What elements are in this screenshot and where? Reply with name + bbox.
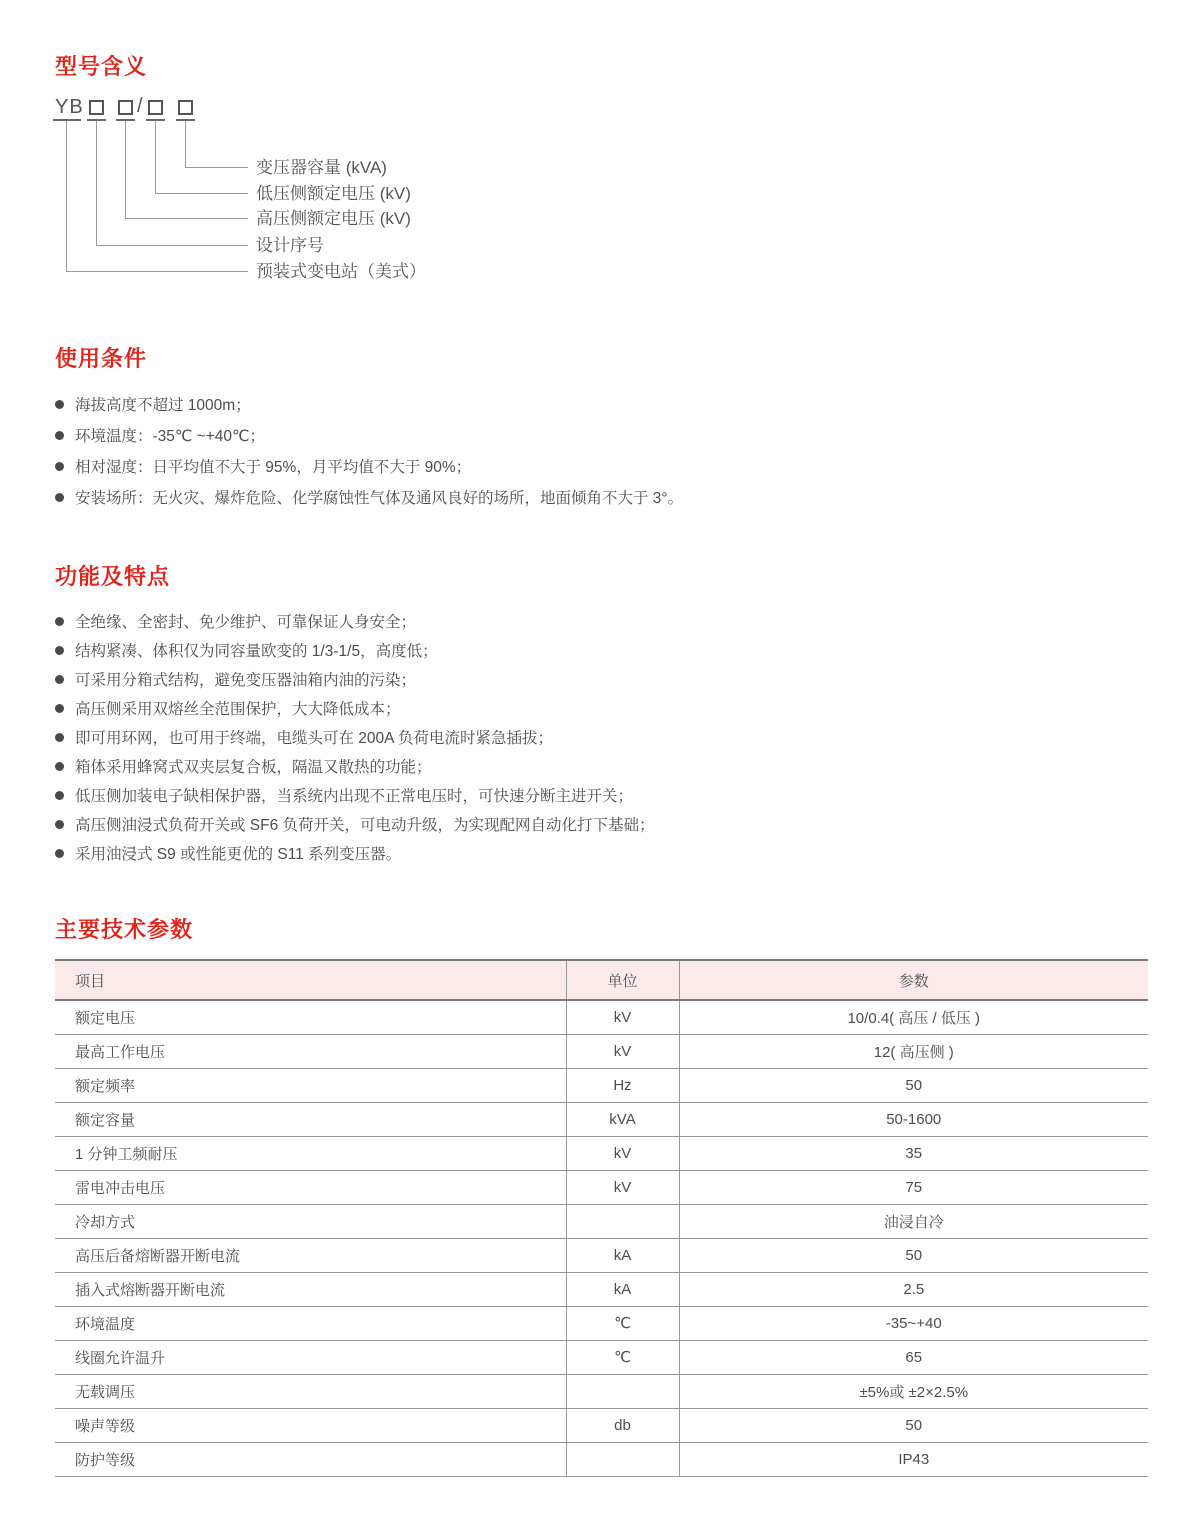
table-row [55, 1170, 1148, 1204]
feature-text: 可采用分箱式结构，避免变压器油箱内油的污染； [75, 672, 417, 689]
section-features [55, 562, 1148, 869]
list-item [55, 390, 1148, 421]
feature-text: 低压侧加装电子缺相保护器，当系统内出现不正常电压时，可快速分断主进开关； [75, 788, 634, 805]
diagram-label-lv-voltage: 低压侧额定电压 (kV) [256, 184, 411, 203]
param-value-cell: 65 [679, 1340, 1148, 1374]
bullet-icon [55, 675, 64, 684]
usage-conditions-list [55, 390, 1148, 514]
param-unit-cell: db [566, 1408, 679, 1442]
param-unit-cell: kV [566, 1170, 679, 1204]
table-row [55, 1340, 1148, 1374]
param-value-cell: -35~+40 [679, 1306, 1148, 1340]
table-row [55, 1408, 1148, 1442]
param-item-cell: 冷却方式 [55, 1204, 566, 1238]
diagram-label-design-serial: 设计序号 [256, 236, 324, 255]
list-item [55, 452, 1148, 483]
param-unit-cell: kA [566, 1238, 679, 1272]
bullet-icon [55, 849, 64, 858]
list-item [55, 608, 1148, 637]
table-row [55, 1306, 1148, 1340]
usage-condition-text: 环境温度：-35℃ ~+40℃； [75, 428, 265, 445]
list-item [55, 840, 1148, 869]
param-item-cell: 无载调压 [55, 1374, 566, 1408]
param-item-cell: 噪声等级 [55, 1408, 566, 1442]
param-item-cell: 1 分钟工频耐压 [55, 1136, 566, 1170]
list-item [55, 637, 1148, 666]
feature-text: 即可用环网，也可用于终端，电缆头可在 200A 负荷电流时紧急插拔； [75, 730, 553, 747]
param-unit-cell: kA [566, 1272, 679, 1306]
table-row [55, 1374, 1148, 1408]
list-item [55, 724, 1148, 753]
param-item-cell: 高压后备熔断器开断电流 [55, 1238, 566, 1272]
param-value-cell: 50 [679, 1068, 1148, 1102]
list-item [55, 811, 1148, 840]
table-row [55, 1238, 1148, 1272]
param-unit-cell: ℃ [566, 1340, 679, 1374]
diagram-label-station-type: 预装式变电站（美式） [256, 262, 426, 281]
table-row [55, 1136, 1148, 1170]
param-unit-cell [566, 1204, 679, 1238]
bullet-icon [55, 791, 64, 800]
param-unit-cell: Hz [566, 1068, 679, 1102]
bullet-icon [55, 462, 64, 471]
usage-condition-text: 安装场所：无火灾、爆炸危险、化学腐蚀性气体及通风良好的场所，地面倾角不大于 3°。 [75, 490, 684, 507]
list-item [55, 666, 1148, 695]
param-value-cell: 50-1600 [679, 1102, 1148, 1136]
param-item-cell: 额定容量 [55, 1102, 566, 1136]
section-usage-conditions [55, 344, 1148, 514]
param-item-cell: 环境温度 [55, 1306, 566, 1340]
features-title: 功能及特点 [55, 564, 171, 589]
feature-text: 结构紧凑、体积仅为同容量欧变的 1/3-1/5，高度低； [75, 643, 438, 660]
param-item-cell: 雷电冲击电压 [55, 1170, 566, 1204]
model-code-box-4 [178, 100, 193, 115]
usage-condition-text: 相对湿度：日平均值不大于 95%，月平均值不大于 90%； [75, 459, 472, 476]
connector-line-station [66, 121, 248, 272]
table-row [55, 1272, 1148, 1306]
features-list [55, 608, 1148, 869]
column-header-item: 项目 [55, 960, 566, 1000]
param-value-cell: 50 [679, 1408, 1148, 1442]
bullet-icon [55, 493, 64, 502]
parameters-table [55, 959, 1148, 1477]
param-unit-cell: ℃ [566, 1306, 679, 1340]
table-row [55, 1000, 1148, 1034]
list-item [55, 483, 1148, 514]
model-code-slash: / [137, 95, 143, 117]
feature-text: 高压侧采用双熔丝全范围保护，大大降低成本； [75, 701, 401, 718]
model-code-box-3 [148, 100, 163, 115]
bullet-icon [55, 733, 64, 742]
bullet-icon [55, 762, 64, 771]
bullet-icon [55, 820, 64, 829]
model-code-box-1 [89, 100, 104, 115]
usage-conditions-title: 使用条件 [55, 346, 148, 371]
list-item [55, 753, 1148, 782]
param-item-cell: 线圈允许温升 [55, 1340, 566, 1374]
param-item-cell: 插入式熔断器开断电流 [55, 1272, 566, 1306]
section-model-meaning [55, 52, 1148, 292]
param-unit-cell [566, 1442, 679, 1476]
table-row [55, 1102, 1148, 1136]
list-item [55, 695, 1148, 724]
param-value-cell: IP43 [679, 1442, 1148, 1476]
param-unit-cell: kVA [566, 1102, 679, 1136]
model-code-diagram [55, 96, 1148, 292]
list-item [55, 421, 1148, 452]
table-row [55, 1204, 1148, 1238]
usage-condition-text: 海拔高度不超过 1000m； [75, 397, 251, 414]
param-value-cell: 油浸自冷 [679, 1204, 1148, 1238]
param-item-cell: 防护等级 [55, 1442, 566, 1476]
param-value-cell: 2.5 [679, 1272, 1148, 1306]
column-header-unit: 单位 [566, 960, 679, 1000]
list-item [55, 782, 1148, 811]
section-parameters [55, 915, 1148, 1477]
param-unit-cell: kV [566, 1034, 679, 1068]
table-row [55, 1068, 1148, 1102]
param-value-cell: 50 [679, 1238, 1148, 1272]
bullet-icon [55, 400, 64, 409]
param-value-cell: 12( 高压侧 ) [679, 1034, 1148, 1068]
feature-text: 箱体采用蜂窝式双夹层复合板，隔温又散热的功能； [75, 759, 432, 776]
param-value-cell: 10/0.4( 高压 / 低压 ) [679, 1000, 1148, 1034]
feature-text: 高压侧油浸式负荷开关或 SF6 负荷开关，可电动升级，为实现配网自动化打下基础； [75, 817, 655, 834]
table-row [55, 1034, 1148, 1068]
param-item-cell: 额定电压 [55, 1000, 566, 1034]
param-unit-cell [566, 1374, 679, 1408]
param-value-cell: 75 [679, 1170, 1148, 1204]
param-item-cell: 额定频率 [55, 1068, 566, 1102]
param-item-cell: 最高工作电压 [55, 1034, 566, 1068]
bullet-icon [55, 704, 64, 713]
diagram-label-capacity: 变压器容量 (kVA) [256, 158, 387, 177]
feature-text: 采用油浸式 S9 或性能更优的 S11 系列变压器。 [75, 846, 402, 863]
param-value-cell: 35 [679, 1136, 1148, 1170]
param-value-cell: ±5%或 ±2×2.5% [679, 1374, 1148, 1408]
table-header-row [55, 960, 1148, 1000]
diagram-label-hv-voltage: 高压侧额定电压 (kV) [256, 209, 411, 228]
model-meaning-title: 型号含义 [55, 54, 148, 79]
column-header-value: 参数 [679, 960, 1148, 1000]
bullet-icon [55, 646, 64, 655]
parameters-title: 主要技术参数 [55, 917, 194, 942]
bullet-icon [55, 431, 64, 440]
model-prefix-text: YB [55, 96, 84, 118]
feature-text: 全绝缘、全密封、免少维护、可靠保证人身安全； [75, 614, 417, 631]
bullet-icon [55, 617, 64, 626]
model-code-box-2 [118, 100, 133, 115]
param-unit-cell: kV [566, 1136, 679, 1170]
table-row [55, 1442, 1148, 1476]
param-unit-cell: kV [566, 1000, 679, 1034]
